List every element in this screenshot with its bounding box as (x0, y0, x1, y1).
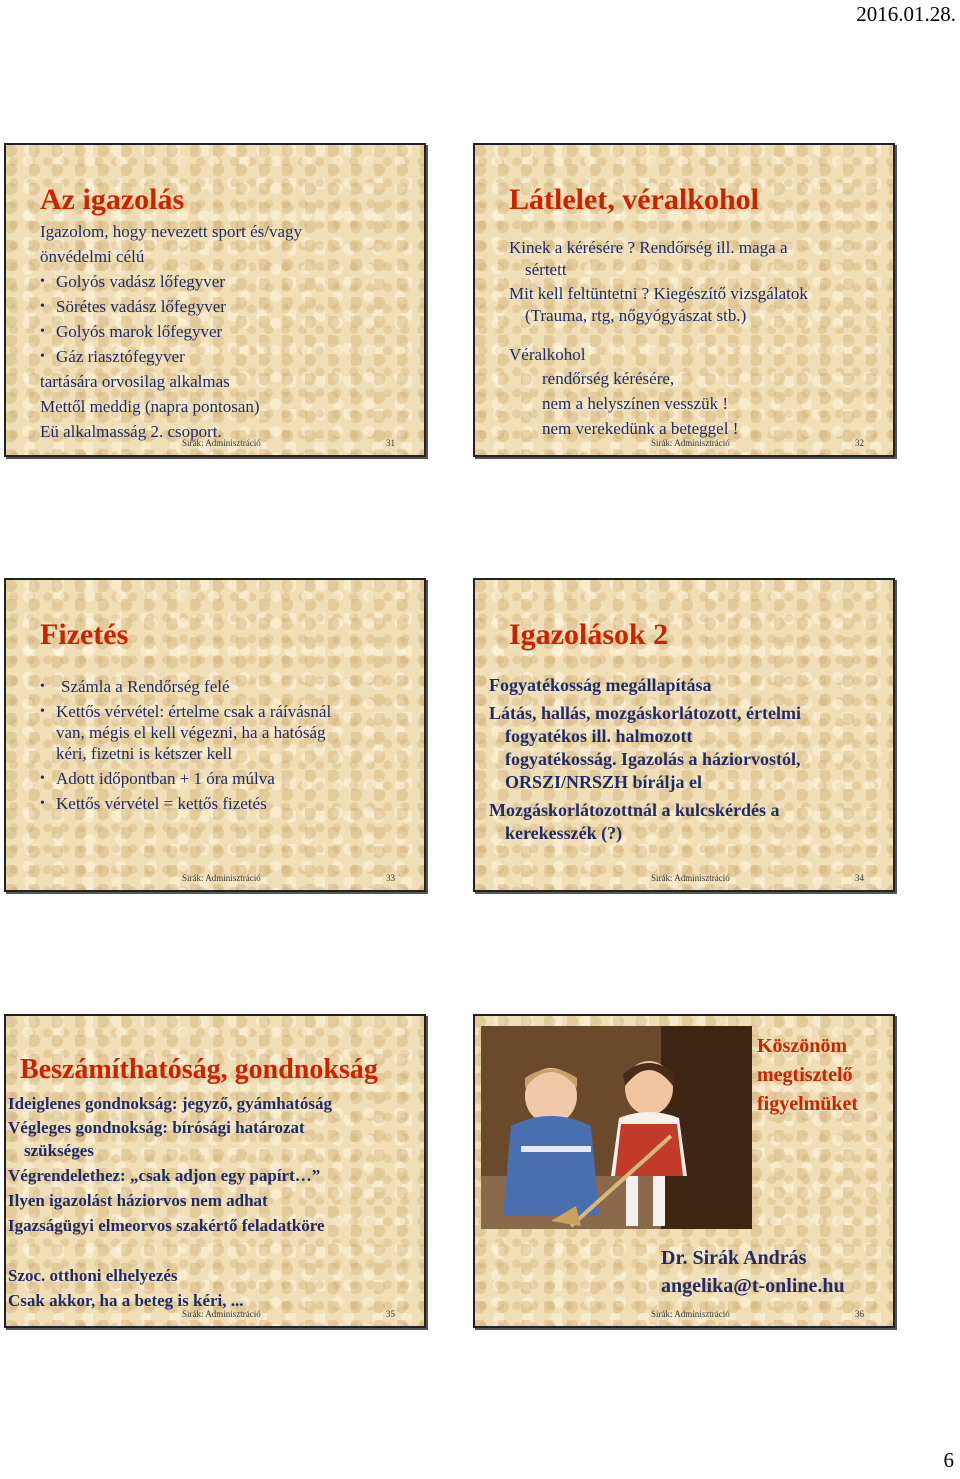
slide-34 (473, 578, 895, 892)
bullet-item: • Sörétes vadász lőfegyver (40, 294, 302, 319)
print-date: 2016.01.28. (856, 2, 956, 26)
slide-35 (4, 1014, 426, 1328)
text-line: Végrendelethez: „csak adjon egy papírt…” (8, 1166, 321, 1185)
page-number: 6 (943, 1448, 954, 1472)
text-line: fogyatékos ill. halmozott (505, 726, 693, 746)
slide-title: Fizetés (40, 618, 129, 651)
slide-number: 35 (386, 1309, 395, 1319)
bullet-item: • Kettős vérvétel: értelme csak a ráívásnál (40, 701, 331, 722)
text-line: Ideiglenes gondnokság: jegyző, gyámhatóság (8, 1094, 332, 1113)
text-line: Szoc. otthoni elhelyezés (8, 1266, 178, 1285)
author-email: angelika@t-online.hu (661, 1275, 845, 1297)
slide-body (40, 219, 302, 444)
slide-33 (4, 578, 426, 892)
author-name: Dr. Sirák András (661, 1247, 807, 1269)
slide-body (509, 237, 808, 441)
text-line: kerekesszék (?) (505, 823, 623, 843)
slide-number: 33 (386, 873, 395, 883)
slide-title: Igazolások 2 (509, 618, 669, 651)
text-line: ORSZI/NRSZH bírálja el (505, 772, 703, 792)
slide-footer: Sirák: Adminisztráció (651, 1309, 730, 1319)
slide-36 (473, 1014, 895, 1328)
slide-title: Látlelet, véralkohol (509, 183, 759, 216)
text-line: Mit kell feltüntetni ? Kiegészítő vizsgálatok (509, 284, 808, 303)
slide-title: Beszámíthatóság, gondnokság (20, 1054, 378, 1085)
slide-number: 34 (855, 873, 864, 883)
text-line: Végleges gondnokság: bírósági határozat (8, 1118, 305, 1137)
slide-number: 32 (855, 438, 864, 448)
slide-body (489, 674, 801, 845)
text-line: nem a helyszínen vesszük ! (542, 394, 728, 413)
children-photo (481, 1026, 752, 1229)
text-line: Kinek a kérésére ? Rendőrség ill. maga a (509, 238, 788, 257)
bullet-item: • Golyós vadász lőfegyver (40, 269, 302, 294)
bullet-item: • Számla a Rendőrség felé (40, 676, 331, 697)
text-line: rendőrség kérésére, (542, 369, 675, 388)
author-block (661, 1244, 845, 1300)
text-line: nem verekedünk a beteggel ! (542, 419, 739, 438)
bullet-item: • Golyós marok lőfegyver (40, 319, 302, 344)
slide-number: 31 (386, 438, 395, 448)
text-line: Mettől meddig (napra pontosan) (40, 397, 260, 416)
slide-31 (4, 143, 426, 457)
slide-footer: Sirák: Adminisztráció (651, 438, 730, 448)
text-line: Mozgáskorlátozottnál a kulcskérdés a (489, 800, 780, 820)
text-line: Fogyatékosság megállapítása (489, 675, 712, 695)
slide-32 (473, 143, 895, 457)
photo-illustration (481, 1026, 752, 1229)
text-line: fogyatékosság. Igazolás a háziorvostól, (505, 749, 801, 769)
slide-footer: Sirák: Adminisztráció (651, 873, 730, 883)
slide-footer: Sirák: Adminisztráció (182, 1309, 261, 1319)
text-line: önvédelmi célú (40, 247, 145, 266)
slide-number: 36 (855, 1309, 864, 1319)
slide-footer: Sirák: Adminisztráció (182, 438, 261, 448)
text-line: Igazságügyi elmeorvos szakértő feladatköre (8, 1216, 325, 1235)
text-line: Véralkohol (509, 345, 586, 364)
text-line: Ilyen igazolást háziorvos nem adhat (8, 1191, 268, 1210)
text-line: (Trauma, rtg, nőgyógyászat stb.) (525, 306, 747, 325)
slide-body (8, 1092, 332, 1312)
text-line: figyelmüket (757, 1093, 859, 1115)
text-line: Igazolom, hogy nevezett sport és/vagy (40, 222, 303, 241)
slide-title: Az igazolás (40, 183, 185, 216)
bullet-item: • Kettős vérvétel = kettős fizetés (40, 793, 331, 814)
text-line: Eü alkalmasság 2. csoport. (40, 422, 222, 441)
text-line: kéri, fizetni is kétszer kell (56, 744, 233, 763)
text-line: Látás, hallás, mozgáskorlátozott, értelmi (489, 703, 801, 723)
text-line: van, mégis el kell végezni, ha a hatóság (56, 723, 326, 742)
bullet-item: • Gáz riasztófegyver (40, 344, 302, 369)
thanks-text (757, 1032, 858, 1119)
text-line: tartására orvosilag alkalmas (40, 372, 230, 391)
bullet-item: • Adott időpontban + 1 óra múlva (40, 768, 331, 789)
text-line: Csak akkor, ha a beteg is kéri, ... (8, 1291, 244, 1310)
slide-footer: Sirák: Adminisztráció (182, 873, 261, 883)
slide-body (40, 676, 331, 814)
text-line: megtisztelő (757, 1064, 853, 1086)
text-line: sértett (525, 260, 567, 279)
text-line: Köszönöm (757, 1035, 847, 1057)
text-line: szükséges (24, 1141, 94, 1160)
